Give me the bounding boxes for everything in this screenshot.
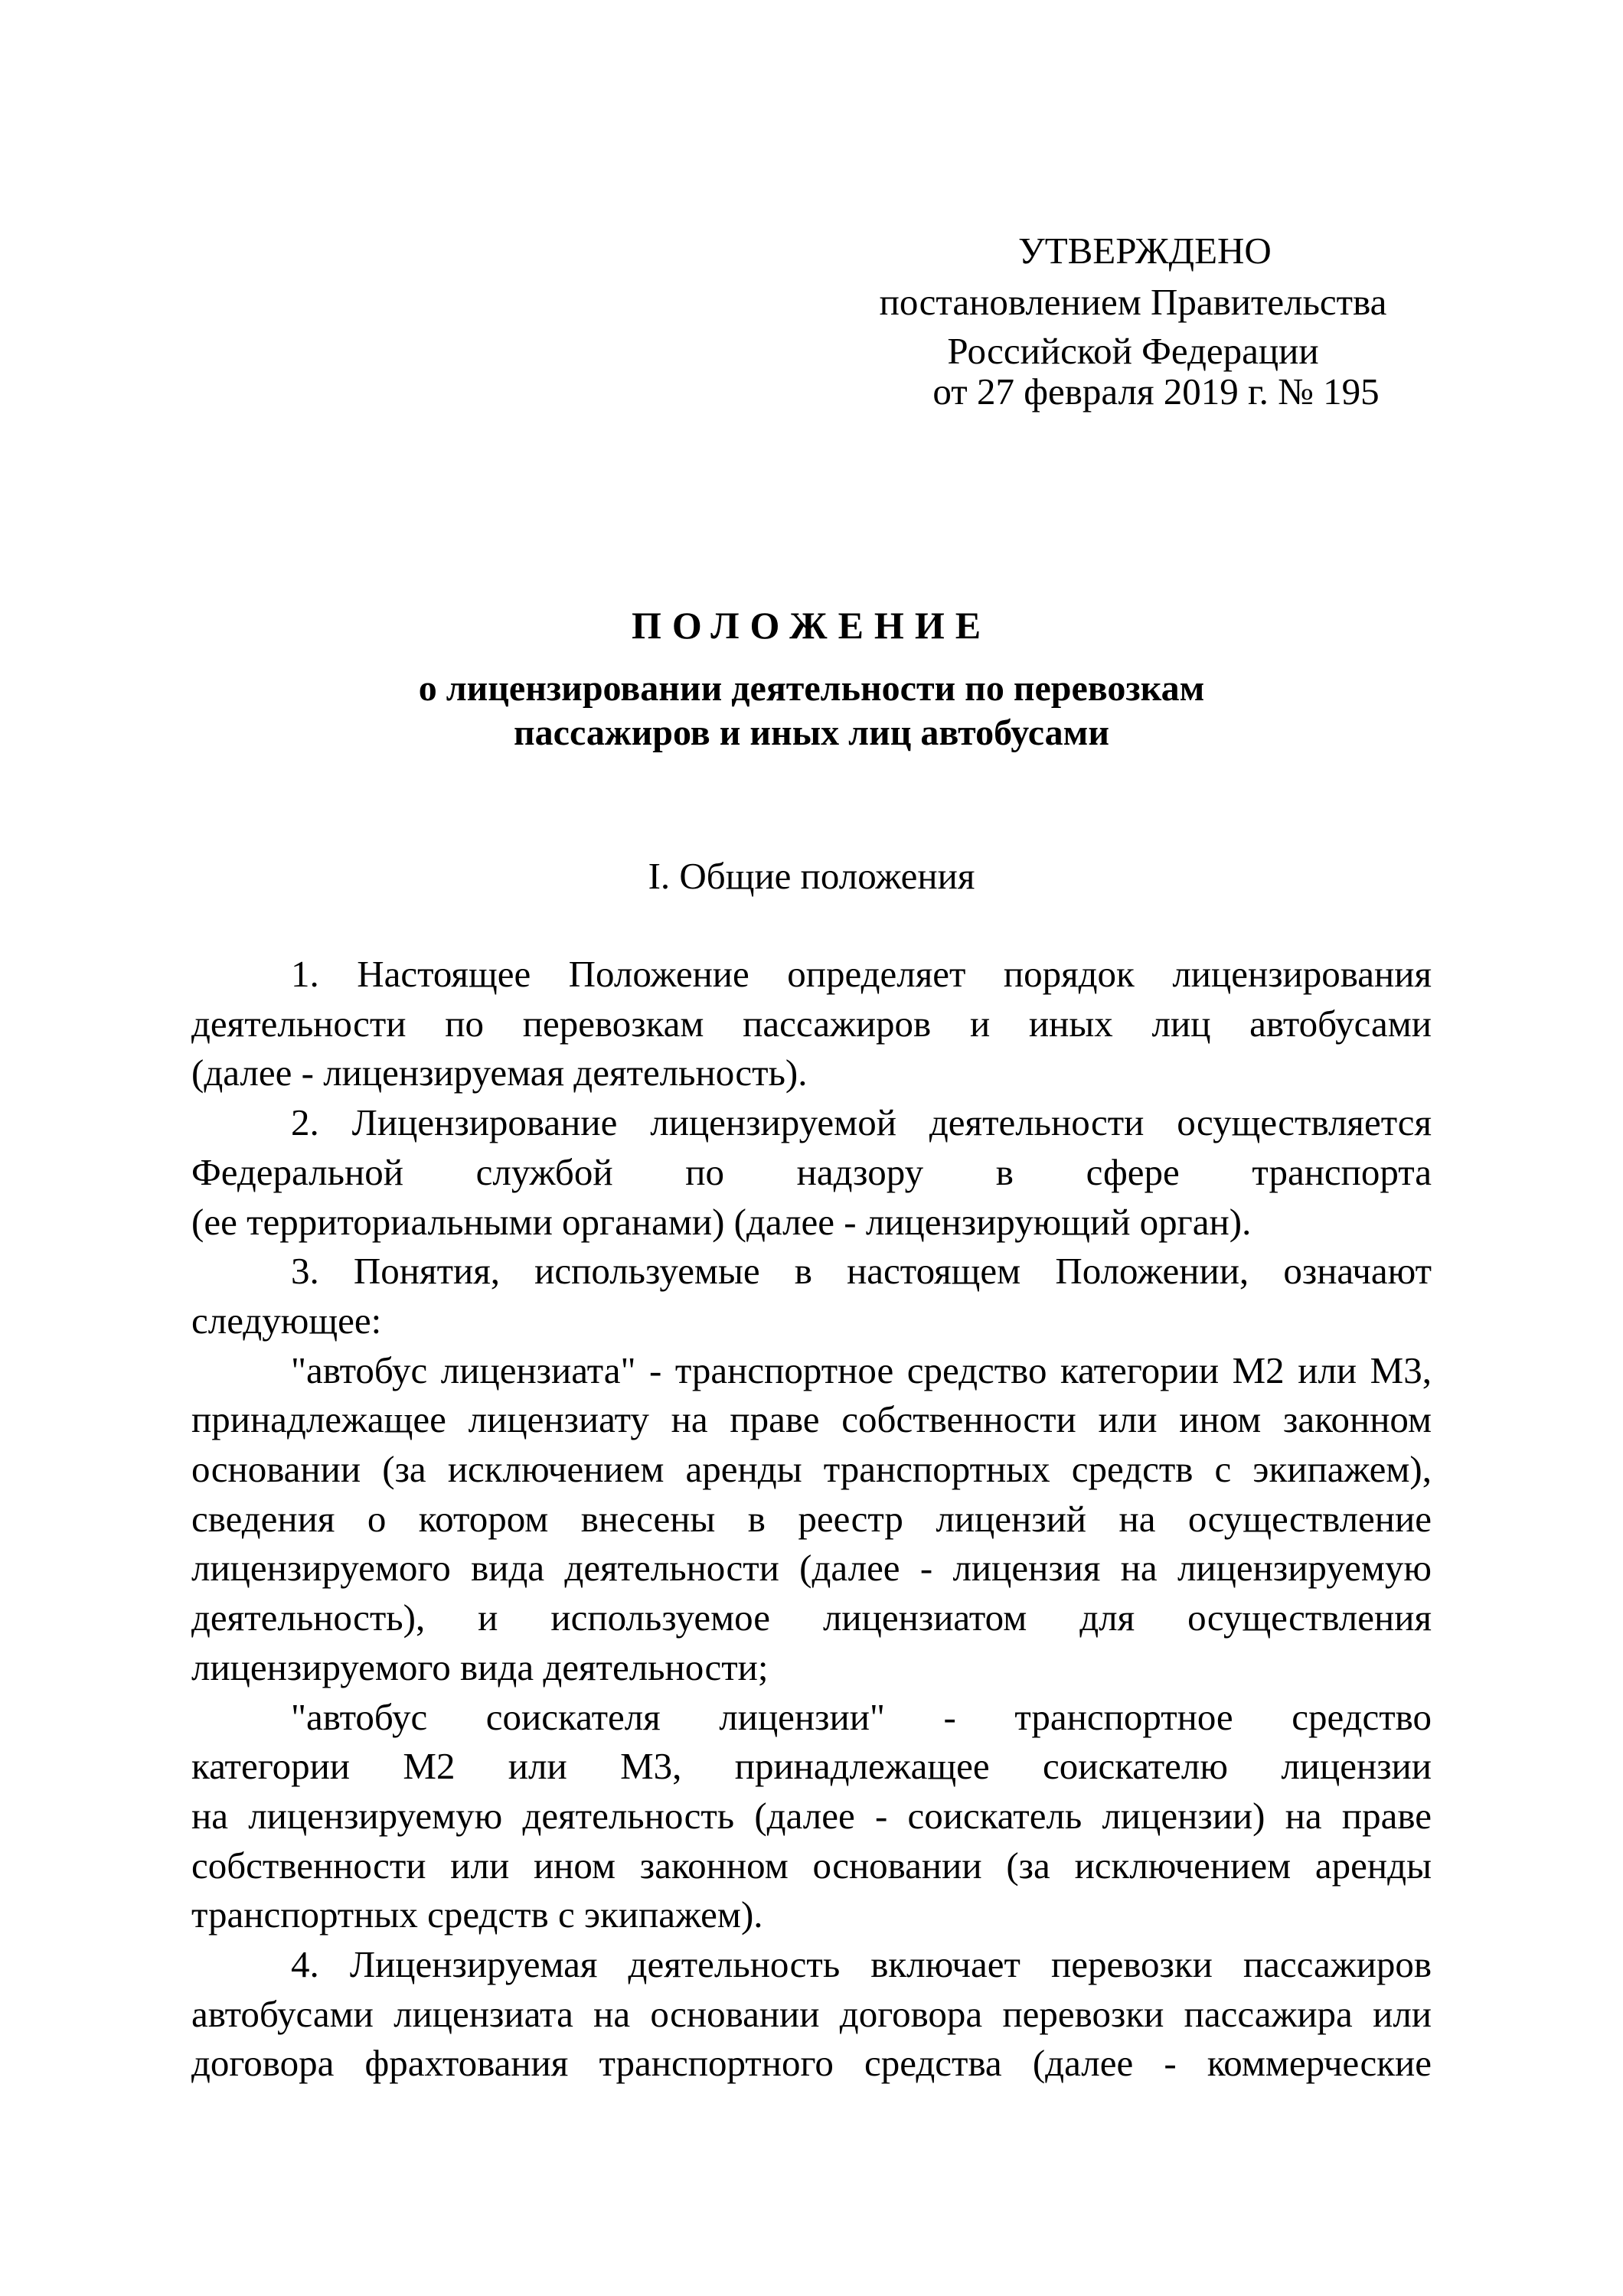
paragraph-2-line: (ее территориальными органами) (далее - лицензирующий орган). — [191, 1200, 1252, 1243]
paragraph-4-line: лицензируемого вида деятельности (далее - лицензия на лицензируемую — [191, 1547, 1432, 1590]
section-heading: I. Общие положения — [648, 855, 975, 897]
approval-date-number: от 27 февраля 2019 г. № 195 — [932, 370, 1380, 413]
paragraph-5-line: транспортных средств с экипажем). — [191, 1893, 763, 1936]
paragraph-3-line: 3. Понятия, используемые в настоящем Положении, означают — [291, 1250, 1432, 1293]
approval-country-line: Российской Федерации — [947, 330, 1319, 372]
paragraph-3-line: следующее: — [191, 1299, 382, 1342]
paragraph-1-line: 1. Настоящее Положение определяет порядок лицензирования — [291, 953, 1432, 995]
document-title: ПОЛОЖЕНИЕ — [631, 604, 992, 647]
paragraph-6-line: 4. Лицензируемая деятельность включает перевозки пассажиров — [291, 1943, 1432, 1985]
paragraph-4-line: деятельность), и используемое лицензиатом для осуществления — [191, 1596, 1432, 1639]
paragraph-4-line: основании (за исключением аренды транспортных средств с экипажем), — [191, 1448, 1432, 1490]
paragraph-4-line: "автобус лицензиата" - транспортное средство категории М2 или М3, — [291, 1349, 1432, 1391]
paragraph-6-line: договора фрахтования транспортного средства (далее - коммерческие — [191, 2042, 1432, 2085]
paragraph-4-line: сведения о котором внесены в реестр лицензий на осуществление — [191, 1497, 1432, 1540]
approval-stamp-heading: УТВЕРЖДЕНО — [1018, 230, 1272, 272]
paragraph-5-line: категории М2 или М3, принадлежащее соискателю лицензии — [191, 1745, 1432, 1788]
paragraph-4-line: принадлежащее лицензиату на праве собственности или ином законном — [191, 1398, 1432, 1441]
paragraph-1-line: деятельности по перевозкам пассажиров и иных лиц автобусами — [191, 1002, 1432, 1045]
paragraph-6-line: автобусами лицензиата на основании договора перевозки пассажира или — [191, 1992, 1432, 2035]
document-subtitle-line-2: пассажиров и иных лиц автобусами — [513, 713, 1110, 753]
paragraph-4-line: лицензируемого вида деятельности; — [191, 1645, 769, 1688]
paragraph-5-line: "автобус соискателя лицензии" - транспортное средство — [291, 1695, 1432, 1738]
approval-decree-line: постановлением Правительства — [879, 281, 1387, 323]
paragraph-1-line: (далее - лицензируемая деятельность). — [191, 1052, 808, 1094]
document-subtitle-line-1: о лицензировании деятельности по перевозкам — [418, 668, 1205, 709]
paragraph-2-line: Федеральной службой по надзору в сфере транспорта — [191, 1150, 1432, 1193]
paragraph-5-line: на лицензируемую деятельность (далее - соискатель лицензии) на праве — [191, 1794, 1432, 1837]
paragraph-5-line: собственности или ином законном основании (за исключением аренды — [191, 1844, 1432, 1887]
paragraph-2-line: 2. Лицензирование лицензируемой деятельности осуществляется — [291, 1101, 1432, 1144]
